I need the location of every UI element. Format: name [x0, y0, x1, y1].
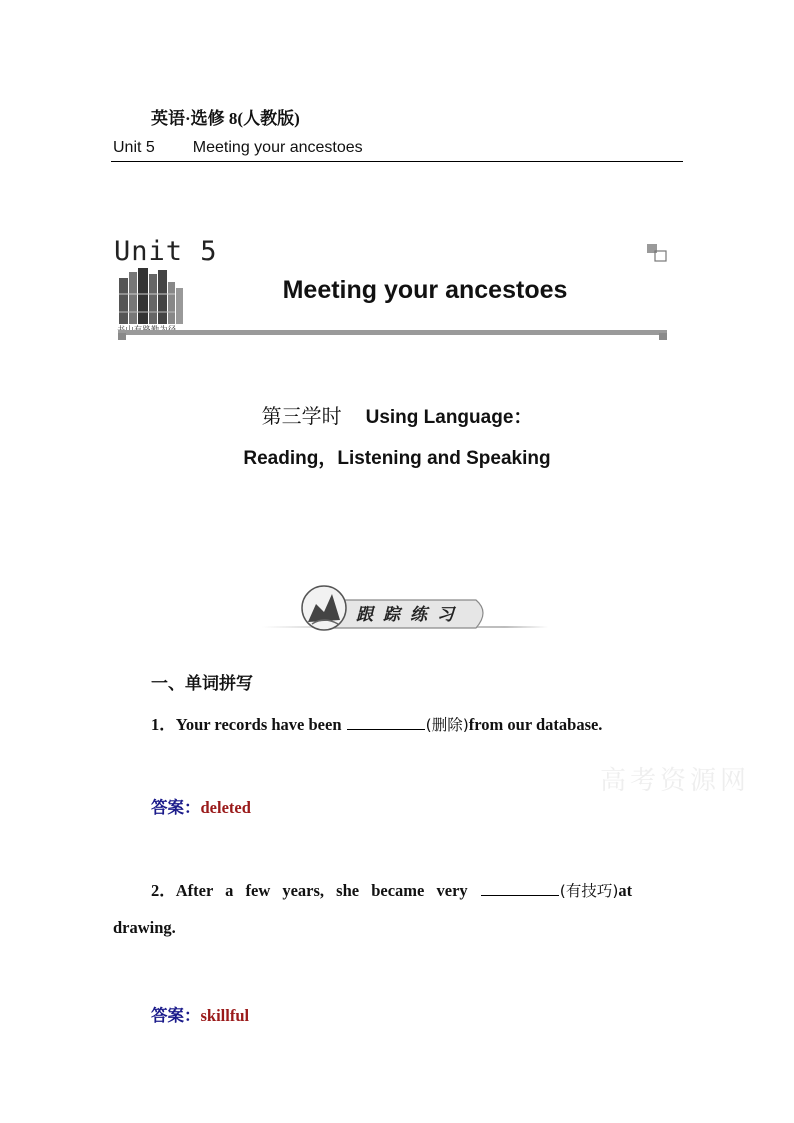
header-divider [111, 161, 683, 162]
practice-banner-label: 跟踪练习 [356, 605, 464, 625]
question-number: 1． [151, 715, 176, 734]
question-2-continuation: drawing. [113, 918, 176, 937]
question-text-before: After a few years, she became very [175, 881, 480, 900]
banner-underline [118, 330, 667, 335]
answer-1 [151, 794, 251, 818]
lesson-heading-line2: Reading，Listening and Speaking [243, 448, 551, 469]
question-text-after: at [618, 881, 633, 900]
book-title: 英语·选修 8(人教版) [151, 109, 300, 128]
answer-value: skillful [200, 1006, 250, 1025]
watermark: 高考资源网 [600, 766, 751, 796]
chinese-hint: (删除) [425, 716, 469, 734]
unit-number: Unit 5 [114, 236, 218, 267]
chinese-hint: (有技巧) [559, 882, 619, 900]
answer-label: 答案： [151, 1006, 201, 1025]
lesson-topic: Using Language： [365, 407, 533, 428]
banner-cap-left [118, 333, 126, 340]
lesson-heading-line1 [0, 400, 794, 429]
banner-cap-right [659, 333, 667, 340]
answer-label: 答案： [151, 798, 201, 817]
unit-title: Meeting your ancestoes [282, 276, 568, 304]
answer-value: deleted [200, 798, 251, 817]
corner-squares-icon [646, 243, 668, 263]
lesson-period: 第三学时 [261, 404, 342, 428]
answer-2 [151, 1002, 249, 1026]
section-title: 一、单词拼写 [151, 674, 253, 694]
header-unit-label: Unit 5 [113, 139, 155, 156]
header-unit-name: Meeting your ancestoes [192, 139, 363, 156]
answer-blank [481, 881, 559, 896]
question-number: 2． [151, 881, 176, 900]
question-2 [151, 877, 683, 901]
question-text-before: Your records have been [175, 715, 346, 734]
books-icon [117, 264, 185, 326]
question-text-after: from our database. [468, 715, 603, 734]
question-1 [151, 711, 602, 735]
answer-blank [347, 715, 425, 730]
running-header [113, 139, 363, 157]
